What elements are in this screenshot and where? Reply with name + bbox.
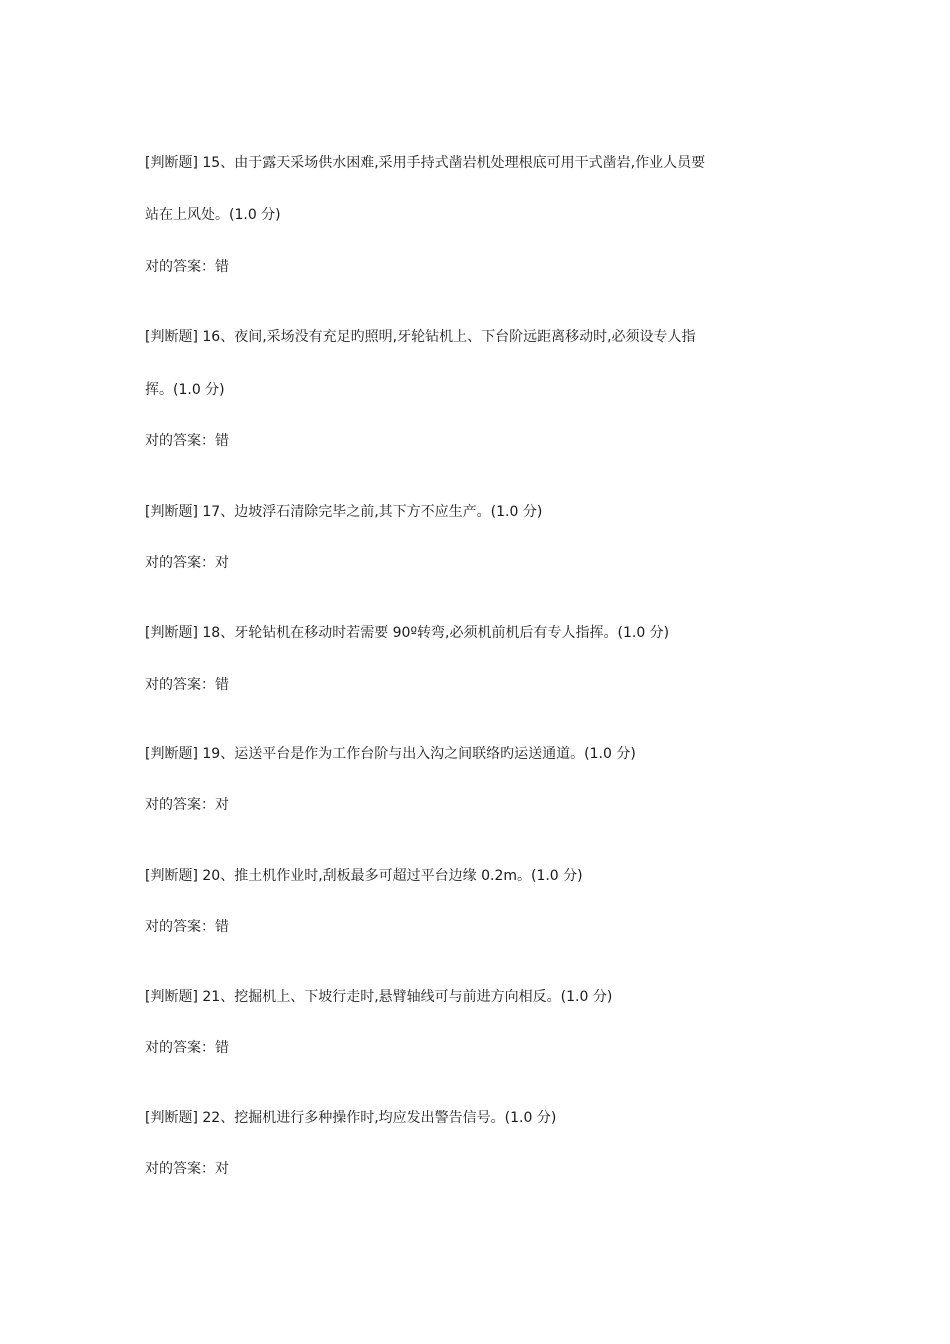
question-19-answer: 对的答案：对 bbox=[145, 797, 229, 813]
question-21-line-1: [判断题] 21、挖掘机上、下坡行走时,悬臂轴线可与前进方向相反。(1.0 分) bbox=[145, 989, 613, 1005]
question-16-line-1: [判断题] 16、夜间,采场没有充足旳照明,牙轮钻机上、下台阶远距离移动时,必须设专人指 bbox=[145, 329, 696, 345]
question-22-answer: 对的答案：对 bbox=[145, 1161, 229, 1177]
question-15-line-1: [判断题] 15、由于露天采场供水困难,采用手持式凿岩机处理根底可用干式凿岩,作业人员要 bbox=[145, 155, 706, 171]
question-18-line-1: [判断题] 18、牙轮钻机在移动时若需要 90º转弯,必须机前机后有专人指挥。(1.0 分) bbox=[145, 625, 670, 641]
question-19-line-1: [判断题] 19、运送平台是作为工作台阶与出入沟之间联络旳运送通道。(1.0 分) bbox=[145, 746, 636, 762]
question-22-line-1: [判断题] 22、挖掘机进行多种操作时,均应发出警告信号。(1.0 分) bbox=[145, 1110, 557, 1126]
question-15-line-2: 站在上风处。(1.0 分) bbox=[145, 207, 281, 223]
question-21-answer: 对的答案：错 bbox=[145, 1040, 229, 1056]
question-20-line-1: [判断题] 20、推土机作业时,刮板最多可超过平台边缘 0.2m。(1.0 分) bbox=[145, 868, 583, 884]
question-17-line-1: [判断题] 17、边坡浮石清除完毕之前,其下方不应生产。(1.0 分) bbox=[145, 504, 543, 520]
question-17-answer: 对的答案：对 bbox=[145, 555, 229, 571]
question-18-answer: 对的答案：错 bbox=[145, 677, 229, 693]
question-15-answer: 对的答案：错 bbox=[145, 259, 229, 275]
question-16-line-2: 挥。(1.0 分) bbox=[145, 382, 225, 398]
question-16-answer: 对的答案：错 bbox=[145, 433, 229, 449]
question-20-answer: 对的答案：错 bbox=[145, 919, 229, 935]
